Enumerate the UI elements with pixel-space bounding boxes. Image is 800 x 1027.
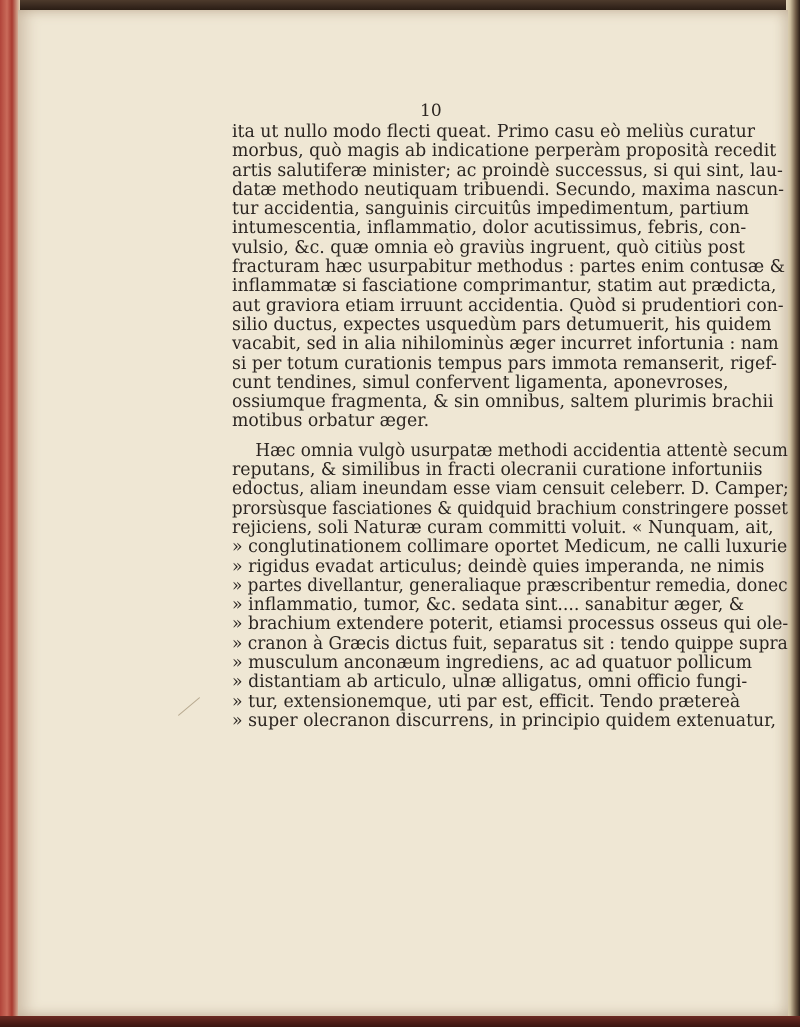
text-line: » tur, extensionemque, uti par est, efficit. Tendo prætereà xyxy=(232,691,741,712)
text-line: prorsùsque fasciationes & quidquid brachium constringere posset xyxy=(232,498,788,519)
text-line: » partes divellantur, generaliaque præscribentur remedia, donec xyxy=(232,575,788,596)
paragraph-1 xyxy=(232,123,792,432)
text-line: datæ methodo neutiquam tribuendi. Secundo, maxima nascun- xyxy=(232,179,784,200)
text-line: Hæc omnia vulgò usurpatæ methodi accidentia attentè secum xyxy=(255,440,788,461)
text-line: vacabit, sed in alia nihilominùs æger incurret infortunia : nam xyxy=(232,334,779,355)
text-line: intumescentia, inflammatio, dolor acutissimus, febris, con- xyxy=(232,218,747,239)
text-line: reputans, & similibus in fracti olecranii curatione infortuniis xyxy=(232,460,763,481)
text-line: ita ut nullo modo flecti queat. Primo casu eò meliùs curatur xyxy=(232,122,756,142)
text-line: rejiciens, soli Naturæ curam committi voluit. « Nunquam, ait, xyxy=(232,517,774,538)
text-line: ossiumque fragmenta, & sin omnibus, saltem plurimis brachii xyxy=(232,392,774,413)
text-line: si per totum curationis tempus pars immota remanserit, rigef- xyxy=(232,353,777,374)
text-line: aut graviora etiam irruunt accidentia. Quòd si prudentiori con- xyxy=(232,295,784,316)
text-line: » distantiam ab articulo, ulnæ alligatus, omni officio fungi- xyxy=(232,672,748,693)
book-edge-bottom xyxy=(0,1016,800,1027)
paragraph-2 xyxy=(232,442,792,731)
text-line: » rigidus evadat articulus; deindè quies imperanda, ne nimis xyxy=(232,556,765,577)
text-line: cunt tendines, simul confervent ligamenta, aponevroses, xyxy=(232,372,729,393)
book-binding-left xyxy=(0,0,20,1027)
book-edge-top xyxy=(0,0,800,10)
text-line: motibus orbatur æger. xyxy=(232,411,430,432)
text-line: morbus, quò magis ab indicatione perperàm proposità recedit xyxy=(232,141,777,162)
text-line: silio ductus, expectes usquedùm pars detumuerit, his quidem xyxy=(232,314,772,335)
text-line: » cranon à Græcis dictus fuit, separatus sit : tendo quippe supra xyxy=(232,633,788,654)
body-text xyxy=(232,123,792,731)
text-line: artis salutiferæ minister; ac proindè successus, si qui sint, lau- xyxy=(232,160,783,181)
text-line: edoctus, aliam ineundam esse viam censuit celeberr. D. Camper; xyxy=(232,479,789,500)
text-line: inflammatæ si fasciatione comprimantur, statim aut prædicta, xyxy=(232,276,777,297)
text-line: » musculum anconæum ingrediens, ac ad quatuor pollicum xyxy=(232,653,753,674)
text-line: fracturam hæc usurpabitur methodus : partes enim contusæ & xyxy=(232,257,786,278)
text-line: » super olecranon discurrens, in principio quidem extenuatur, xyxy=(232,710,777,731)
text-line: » brachium extendere poterit, etiamsi processus osseus qui ole- xyxy=(232,614,789,635)
page-number: 10 xyxy=(420,101,442,121)
text-line: » conglutinationem collimare oportet Medicum, ne calli luxurie xyxy=(232,537,788,558)
text-line: tur accidentia, sanguinis circuitûs impedimentum, partium xyxy=(232,199,750,220)
text-line: » inflammatio, tumor, &c. sedata sint.... sanabitur æger, & xyxy=(232,595,745,616)
text-line: vulsio, &c. quæ omnia eò graviùs ingruent, quò citiùs post xyxy=(232,237,745,258)
